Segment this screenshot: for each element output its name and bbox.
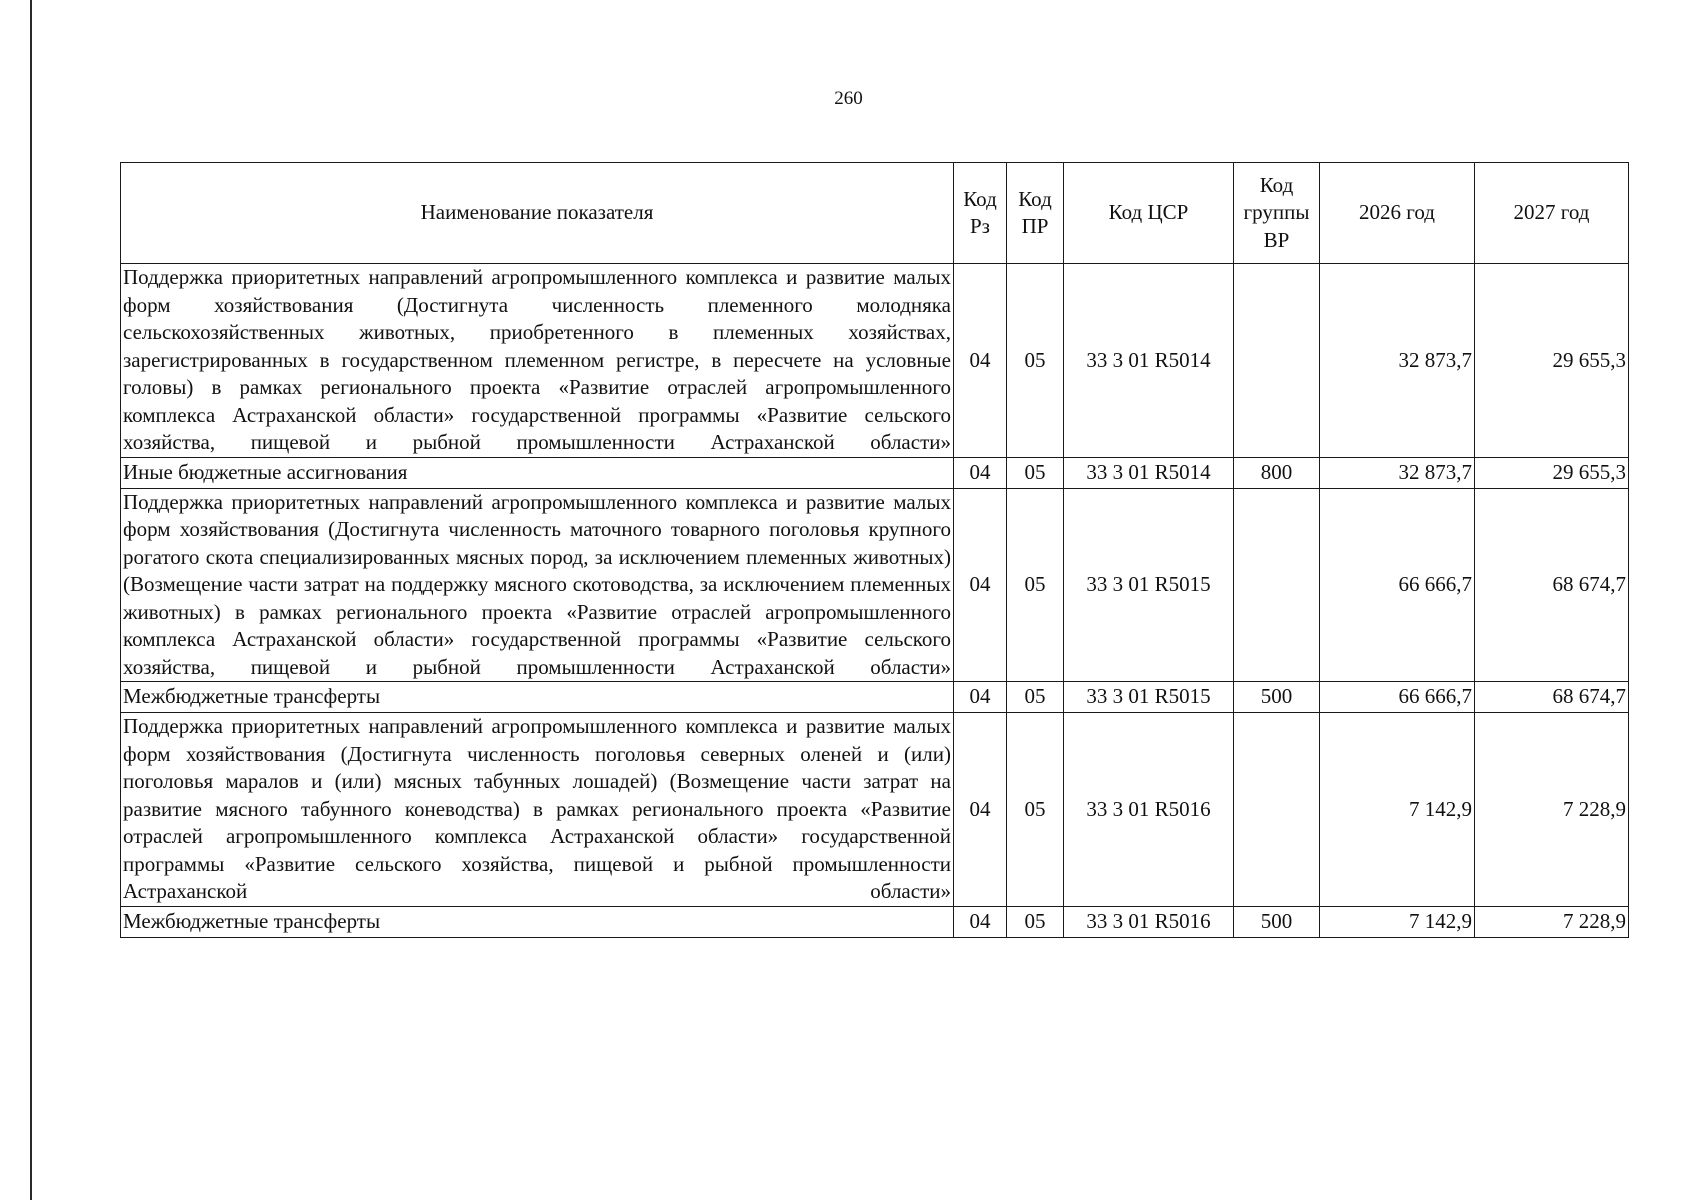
row-vr [1234, 264, 1320, 458]
row-vr [1234, 488, 1320, 682]
page-number: 260 [834, 88, 863, 109]
row-csr: 33 3 01 R5015 [1064, 682, 1234, 713]
header-2027: 2027 год [1475, 163, 1629, 264]
left-margin-line [30, 0, 32, 1200]
row-pr: 05 [1007, 906, 1064, 937]
row-2026: 66 666,7 [1320, 682, 1475, 713]
row-2026: 32 873,7 [1320, 264, 1475, 458]
header-pr: Код ПР [1007, 163, 1064, 264]
row-csr: 33 3 01 R5016 [1064, 906, 1234, 937]
row-csr: 33 3 01 R5015 [1064, 488, 1234, 682]
header-csr: Код ЦСР [1064, 163, 1234, 264]
row-rz: 04 [954, 713, 1007, 907]
table-row [121, 906, 1629, 937]
row-csr: 33 3 01 R5014 [1064, 264, 1234, 458]
table-row [121, 488, 1629, 682]
budget-table [120, 162, 1629, 938]
row-vr: 500 [1234, 682, 1320, 713]
row-name: Иные бюджетные ассигнования [121, 457, 954, 488]
row-2026: 32 873,7 [1320, 457, 1475, 488]
row-2026: 7 142,9 [1320, 713, 1475, 907]
row-csr: 33 3 01 R5016 [1064, 713, 1234, 907]
row-name: Поддержка приоритетных направлений агропромышленного комплекса и развитие малых форм хозяйствования (Достигнута численность маточного товарного поголовья крупного рогатого скота специализированных мясных пород, за исключением племенных животных) (Возмещение части затрат на поддержку мясного скотоводства, за исключением племенных животных) в рамках регионального проекта «Развитие отраслей агропромышленного комплекса Астраханской области» государственной программы «Развитие сельского хозяйства, пищевой и рыбной промышленности Астраханской области» [121, 488, 954, 682]
row-vr: 800 [1234, 457, 1320, 488]
header-vr: Код группы ВР [1234, 163, 1320, 264]
row-csr: 33 3 01 R5014 [1064, 457, 1234, 488]
row-rz: 04 [954, 488, 1007, 682]
row-2027: 7 228,9 [1475, 906, 1629, 937]
row-rz: 04 [954, 682, 1007, 713]
row-rz: 04 [954, 906, 1007, 937]
row-2027: 29 655,3 [1475, 457, 1629, 488]
header-name: Наименование показателя [121, 163, 954, 264]
row-name: Межбюджетные трансферты [121, 682, 954, 713]
row-name: Межбюджетные трансферты [121, 906, 954, 937]
table-header-row [121, 163, 1629, 264]
row-pr: 05 [1007, 682, 1064, 713]
row-vr [1234, 713, 1320, 907]
row-name: Поддержка приоритетных направлений агропромышленного комплекса и развитие малых форм хозяйствования (Достигнута численность поголовья северных оленей и (или) поголовья маралов и (или) мясных табунных лошадей) (Возмещение части затрат на развитие мясного табунного коневодства) в рамках регионального проекта «Развитие отраслей агропромышленного комплекса Астраханской области» государственной программы «Развитие сельского хозяйства, пищевой и рыбной промышленности Астраханской области» [121, 713, 954, 907]
header-rz: Код Рз [954, 163, 1007, 264]
table-row [121, 457, 1629, 488]
row-2027: 68 674,7 [1475, 682, 1629, 713]
row-pr: 05 [1007, 713, 1064, 907]
row-2027: 68 674,7 [1475, 488, 1629, 682]
row-2027: 29 655,3 [1475, 264, 1629, 458]
table-row [121, 713, 1629, 907]
header-2026: 2026 год [1320, 163, 1475, 264]
table-row [121, 264, 1629, 458]
row-pr: 05 [1007, 488, 1064, 682]
row-2026: 66 666,7 [1320, 488, 1475, 682]
row-2026: 7 142,9 [1320, 906, 1475, 937]
row-rz: 04 [954, 264, 1007, 458]
row-rz: 04 [954, 457, 1007, 488]
row-2027: 7 228,9 [1475, 713, 1629, 907]
row-pr: 05 [1007, 264, 1064, 458]
row-name: Поддержка приоритетных направлений агропромышленного комплекса и развитие малых форм хозяйствования (Достигнута численность племенного молодняка сельскохозяйственных животных, приобретенного в племенных хозяйствах, зарегистрированных в государственном племенном регистре, в пересчете на условные головы) в рамках регионального проекта «Развитие отраслей агропромышленного комплекса Астраханской области» государственной программы «Развитие сельского хозяйства, пищевой и рыбной промышленности Астраханской области» [121, 264, 954, 458]
row-pr: 05 [1007, 457, 1064, 488]
table-row [121, 682, 1629, 713]
row-vr: 500 [1234, 906, 1320, 937]
